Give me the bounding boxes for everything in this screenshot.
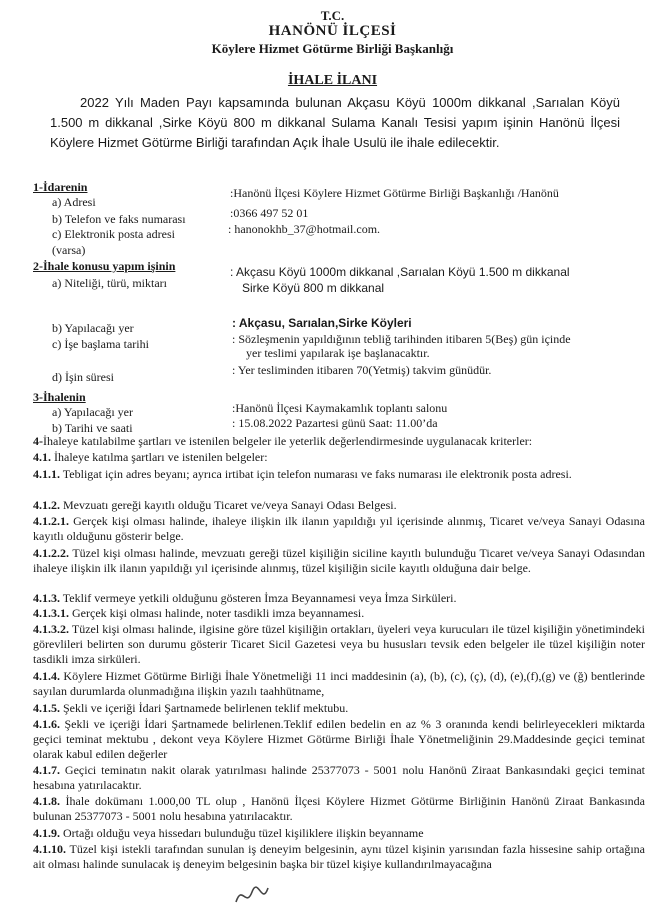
item-number: 4.1.3.2. (33, 622, 69, 636)
item-number: 4.1.2. (33, 498, 60, 512)
item-number: 4.1.3. (33, 591, 60, 605)
s3-yer-label: a) Yapılacağı yer (52, 405, 133, 419)
s2-sure-label: d) İşin süresi (52, 370, 114, 384)
item-text: İhaleye katılabilme şartları ve istenilen belgeler ile yeterlik değerlendirmesinde uygulanacak kriterler: (43, 434, 533, 448)
s2-sure-value: : Yer tesliminden itibaren 70(Yetmiş) takvim günüdür. (232, 363, 492, 377)
item-4-1-1 (33, 467, 645, 482)
item-text: Gerçek kişi olması halinde, noter tasdikli imza beyannamesi. (72, 606, 365, 620)
item-number: 4.1.2.1. (33, 514, 69, 528)
item-4-1 (33, 450, 645, 465)
item-number: 4.1.4. (33, 669, 60, 683)
item-number: 4.1.1. (33, 467, 60, 481)
item-4-1-3-1 (33, 606, 645, 621)
item-4-1-7 (33, 763, 645, 793)
item-text: İhale dokümanı 1.000,00 TL olup , Hanönü İlçesi Köylere Hizmet Götürme Birliğinin Hanönü Ziraat Bankasında bulunan 25377073 - 5001 nolu hesabına yatırılacaktır. (33, 794, 646, 823)
header-birlik: Köylere Hizmet Götürme Birliği Başkanlığı (211, 41, 454, 56)
section-2-title: 2-İhale konusu yapım işinin (33, 259, 176, 273)
item-text: Mevzuatı gereği kayıtlı olduğu Ticaret ve/veya Sanayi Odası Belgesi. (63, 498, 397, 512)
ilan-title: İHALE İLANI (287, 73, 378, 88)
item-text: Şekli ve içeriği İdari Şartnamede belirlenen teklif mektubu. (63, 701, 349, 715)
item-text: Tüzel kişi olması halinde, ilgisine göre tüzel kişiliğin ortakları, üyeleri veya kurucuları ile tüzel kişiliğin yönetimindeki görevlileri belirten son durumu gösterir Ticaret Sicil Gazetesi veya bu hususları tevsik eden belgeler ile tüzel kişiliğin noter tasdikli imza sirküleri. (33, 622, 645, 666)
item-number: 4.1.7. (33, 763, 60, 777)
s2-baslama-value-2: yer teslimi yapılarak işe başlanacaktır. (246, 346, 430, 360)
item-4-1-8 (33, 794, 645, 824)
s3-yer-value: :Hanönü İlçesi Kaymakamlık toplantı salonu (232, 401, 448, 415)
item-text: Köylere Hizmet Götürme Birliği İhale Yönetmeliği 11 inci maddesinin (a), (b), (c), (ç), (d), (e),(f),(g) ve (ğ) bentlerinde sayılan durumlarda olunmadığına ilişkin yazılı taahhütname, (33, 669, 645, 698)
s2-yer-value: : Akçasu, Sarıalan,Sirke Köyleri (232, 316, 412, 330)
s1-mail-value: : hanonokhb_37@hotmail.com. (228, 222, 381, 236)
item-number: 4.1.8. (33, 794, 60, 808)
s2-yer-label: b) Yapılacağı yer (52, 321, 134, 335)
item-text: Geçici teminatın nakit olarak yatırılması halinde 25377073 - 5001 nolu Hanönü Ziraat Bankasındaki geçici teminat hesabına yatırılacaktır. (33, 763, 645, 792)
item-4-1-10 (33, 842, 645, 872)
item-4-1-2 (33, 498, 645, 513)
intro-paragraph: 2022 Yılı Maden Payı kapsamında bulunan Akçasu Köyü 1000m dikkanal ,Sarıalan Köyü 1.500 m dikkanal ,Sirke Köyü 800 m dikkanal Sulama Kanalı Tesisi yapım işinin Hanönü İlçesi Köylere Hizmet Götürme Birliği tarafından Açık İhale Usulü ile ihale edilecektir. (50, 95, 620, 150)
s2-baslama-label: c) İşe başlama tarihi (52, 337, 149, 351)
header-ilce: HANÖNÜ İLÇESİ (268, 23, 397, 39)
s1-tel-value: :0366 497 52 01 (230, 206, 309, 220)
header-tc: T.C. (320, 8, 345, 23)
item-number: 4.1.5. (33, 701, 60, 715)
item-4-1-3 (33, 591, 645, 606)
item-4-1-5 (33, 701, 645, 716)
item-number: 4- (33, 434, 43, 448)
s3-tarih-value: : 15.08.2022 Pazartesi günü Saat: 11.00’da (232, 416, 438, 430)
item-4-1-6 (33, 717, 645, 762)
s2-nitelik-value-1: : Akçasu Köyü 1000m dikkanal ,Sarıalan Köyü 1.500 m dikkanal (230, 265, 570, 279)
item-text: Şekli ve içeriği İdari Şartnamede belirlenen.Teklif edilen bedelin en az % 3 oranında kendi belirleyecekleri miktarda geçici teminat mektubu , dekont veya Köylere Hizmet Götürme Birliği İhale Yönetmeliğinin 29.Maddesinde geçici teminat olarak kabul edilen değerler (33, 717, 645, 761)
s2-nitelik-value-2: Sirke Köyü 800 m dikkanal (242, 281, 385, 295)
item-4 (33, 434, 645, 449)
s1-adres-value: :Hanönü İlçesi Köylere Hizmet Götürme Birliği Başkanlığı /Hanönü (230, 186, 559, 200)
s3-tarih-label: b) Tarihi ve saati (52, 421, 133, 435)
item-text: Gerçek kişi olması halinde, ihaleye ilişkin ilk ilanın yapıldığı yıl içerisinde alınmış, Ticaret ve/veya Sanayi Odasına kayıtlı olduğunu gösterir belge. (33, 514, 646, 543)
item-4-1-9 (33, 826, 645, 841)
item-text: Ortağı olduğu veya hissedarı bulunduğu tüzel kişiliklere ilişkin beyanname (63, 826, 424, 840)
item-text: Tebligat için adres beyanı; ayrıca irtibat için telefon numarası ve faks numarası ile elektronik posta adresi. (62, 467, 572, 481)
item-number: 4.1.6. (33, 717, 60, 731)
item-4-1-2-1 (33, 514, 645, 544)
item-4-1-4 (33, 669, 645, 699)
item-4-1-2-2 (33, 546, 645, 576)
signature-mark (232, 880, 292, 910)
s1-mail-label2: (varsa) (52, 243, 86, 257)
section-1-title: 1-İdarenin (33, 180, 88, 194)
item-number: 4.1.3.1. (33, 606, 69, 620)
item-number: 4.1. (33, 450, 51, 464)
s1-mail-label: c) Elektronik posta adresi (52, 227, 175, 241)
item-number: 4.1.2.2. (33, 546, 69, 560)
item-text: Tüzel kişi olması halinde, mevzuatı gereği tüzel kişiliğin siciline kayıtlı bulunduğu Ticaret ve/veya Sanayi Odasından ihaleye ilişkin ilk ilanın yapıldığı yıl içerisinde alınmış, tüzel kişiliğin sicile kayıtlı olduğuna dair belge. (33, 546, 645, 575)
item-4-1-3-2 (33, 622, 645, 667)
item-text: İhaleye katılma şartları ve istenilen belgeler: (54, 450, 268, 464)
s2-nitelik-label: a) Niteliği, türü, miktarı (52, 276, 167, 290)
item-number: 4.1.9. (33, 826, 60, 840)
s2-baslama-value-1: : Sözleşmenin yapıldığının tebliğ tarihinden itibaren 5(Beş) gün içinde (232, 332, 571, 346)
item-number: 4.1.10. (33, 842, 66, 856)
s1-adres-label: a) Adresi (52, 195, 96, 209)
s1-tel-label: b) Telefon ve faks numarası (52, 212, 186, 226)
item-text: Tüzel kişi istekli tarafından sunulan iş deneyim belgesinin, aynı tüzel kişinin yarısından fazla hissesine sahip ortağına ait olması halinde sunulacak iş deneyim belgesinin başka bir tüzel kişiye kullandırılmayacağına (33, 842, 645, 871)
section-3-title: 3-İhalenin (33, 390, 86, 404)
item-text: Teklif vermeye yetkili olduğunu gösteren İmza Beyannamesi veya İmza Sirküleri. (62, 591, 457, 605)
